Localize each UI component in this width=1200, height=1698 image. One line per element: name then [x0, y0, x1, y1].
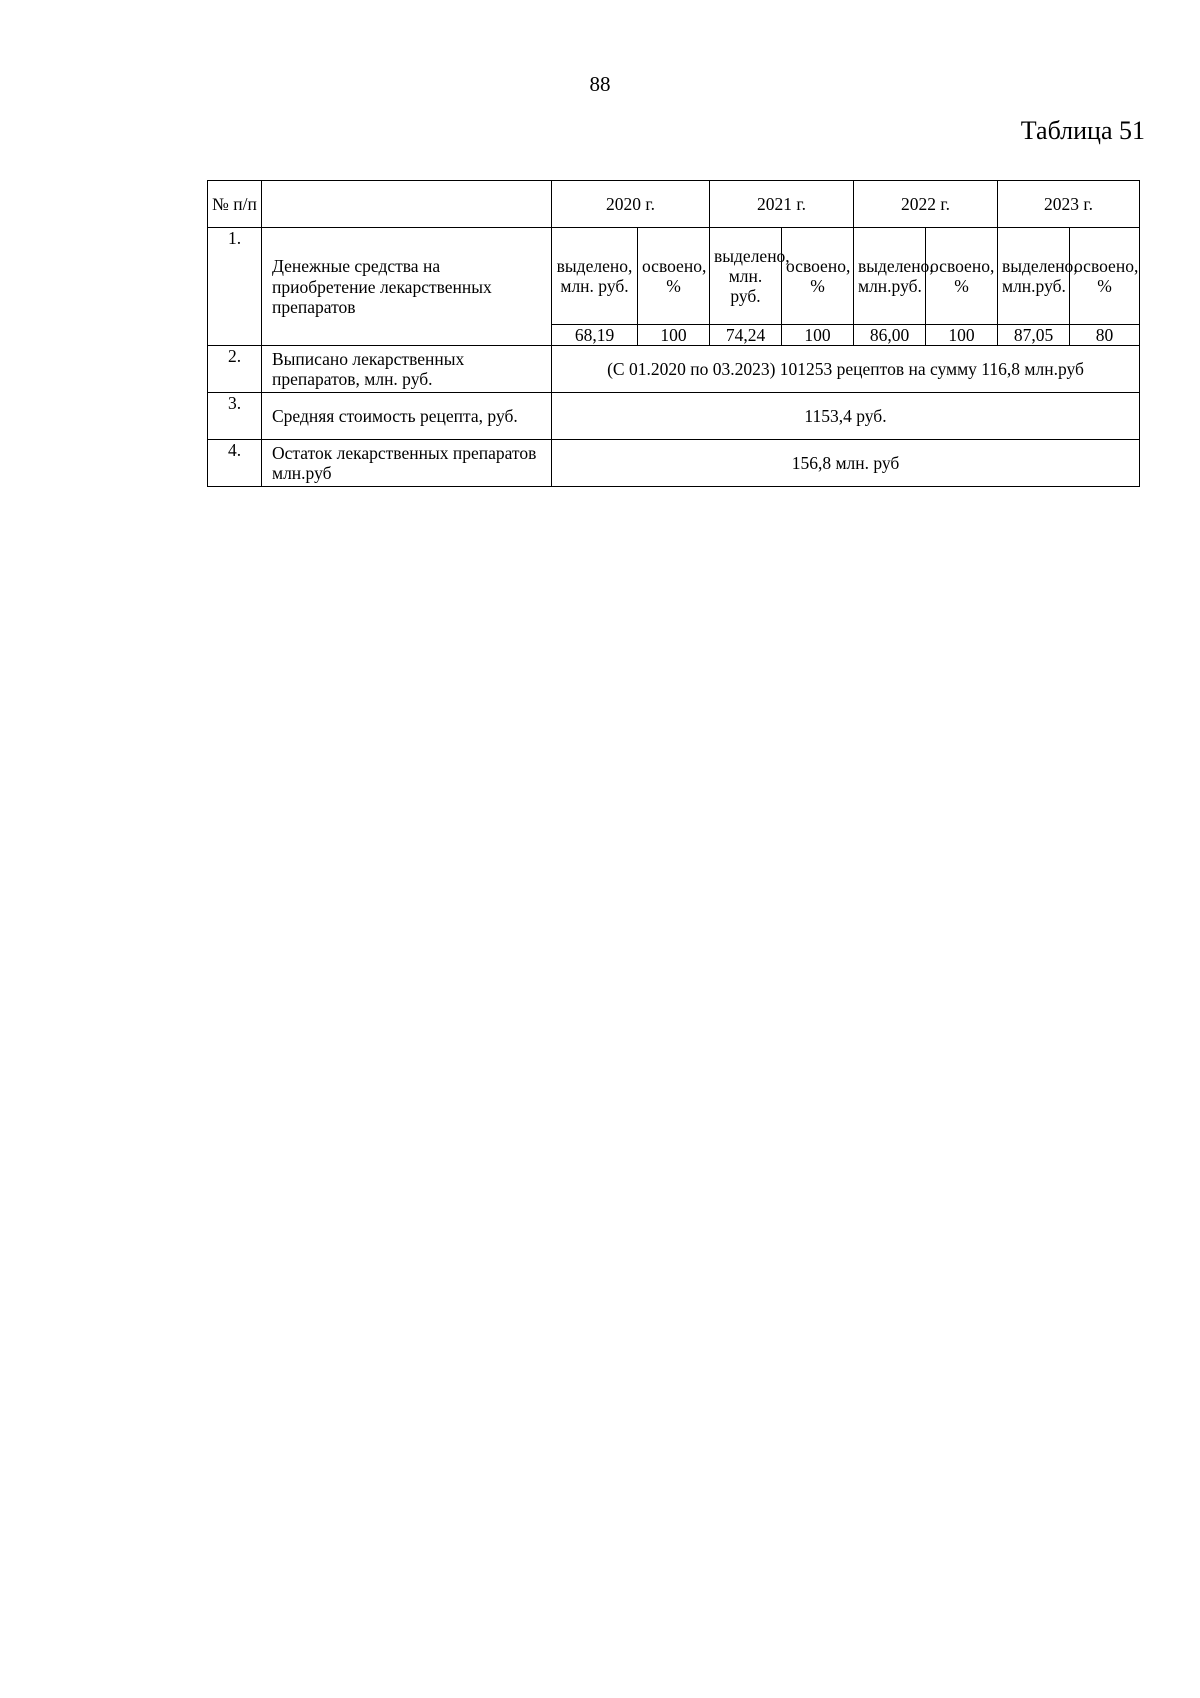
row-2-label: Выписано лекарственных препаратов, млн. руб.: [262, 346, 552, 393]
value-2020-allocated: 68,19: [552, 325, 638, 346]
value-2021-spent: 100: [782, 325, 854, 346]
row-4-value: 156,8 млн. руб: [552, 440, 1140, 487]
row-3-no: 3.: [208, 393, 262, 440]
header-year-2023: 2023 г.: [998, 181, 1140, 228]
row-4-no: 4.: [208, 440, 262, 487]
header-year-2020: 2020 г.: [552, 181, 710, 228]
row-1-label: Денежные средства на приобретение лекарственных препаратов: [262, 228, 552, 346]
row-3-value: 1153,4 руб.: [552, 393, 1140, 440]
header-row: [208, 181, 1140, 228]
subheader-2021-allocated: выделено, млн. руб.: [710, 228, 782, 325]
subheader-2023-allocated: выделено, млн.руб.: [998, 228, 1070, 325]
subheader-2021-spent: освоено, %: [782, 228, 854, 325]
table-row-3: [208, 393, 1140, 440]
row-4-label: Остаток лекарственных препаратов млн.руб: [262, 440, 552, 487]
value-2023-spent: 80: [1070, 325, 1140, 346]
subheader-2020-allocated: выделено, млн. руб.: [552, 228, 638, 325]
subheader-2022-spent: освоено, %: [926, 228, 998, 325]
subheader-2022-allocated: выделено, млн.руб.: [854, 228, 926, 325]
value-2022-spent: 100: [926, 325, 998, 346]
page-number: 88: [589, 72, 611, 96]
value-2022-allocated: 86,00: [854, 325, 926, 346]
header-empty: [262, 181, 552, 228]
value-2020-spent: 100: [638, 325, 710, 346]
table-row-1-subheaders: [208, 228, 1140, 325]
subheader-2020-spent: освоено, %: [638, 228, 710, 325]
header-year-2021: 2021 г.: [710, 181, 854, 228]
value-2021-allocated: 74,24: [710, 325, 782, 346]
subheader-2023-spent: освоено, %: [1070, 228, 1140, 325]
row-1-no: 1.: [208, 228, 262, 346]
table-caption: Таблица 51: [1020, 116, 1145, 145]
header-no: № п/п: [208, 181, 262, 228]
header-year-2022: 2022 г.: [854, 181, 998, 228]
table-row-4: [208, 440, 1140, 487]
value-2023-allocated: 87,05: [998, 325, 1070, 346]
row-2-no: 2.: [208, 346, 262, 393]
data-table: [207, 180, 1140, 487]
table-row-2: [208, 346, 1140, 393]
row-3-label: Средняя стоимость рецепта, руб.: [262, 393, 552, 440]
row-2-value: (С 01.2020 по 03.2023) 101253 рецептов на сумму 116,8 млн.руб: [552, 346, 1140, 393]
